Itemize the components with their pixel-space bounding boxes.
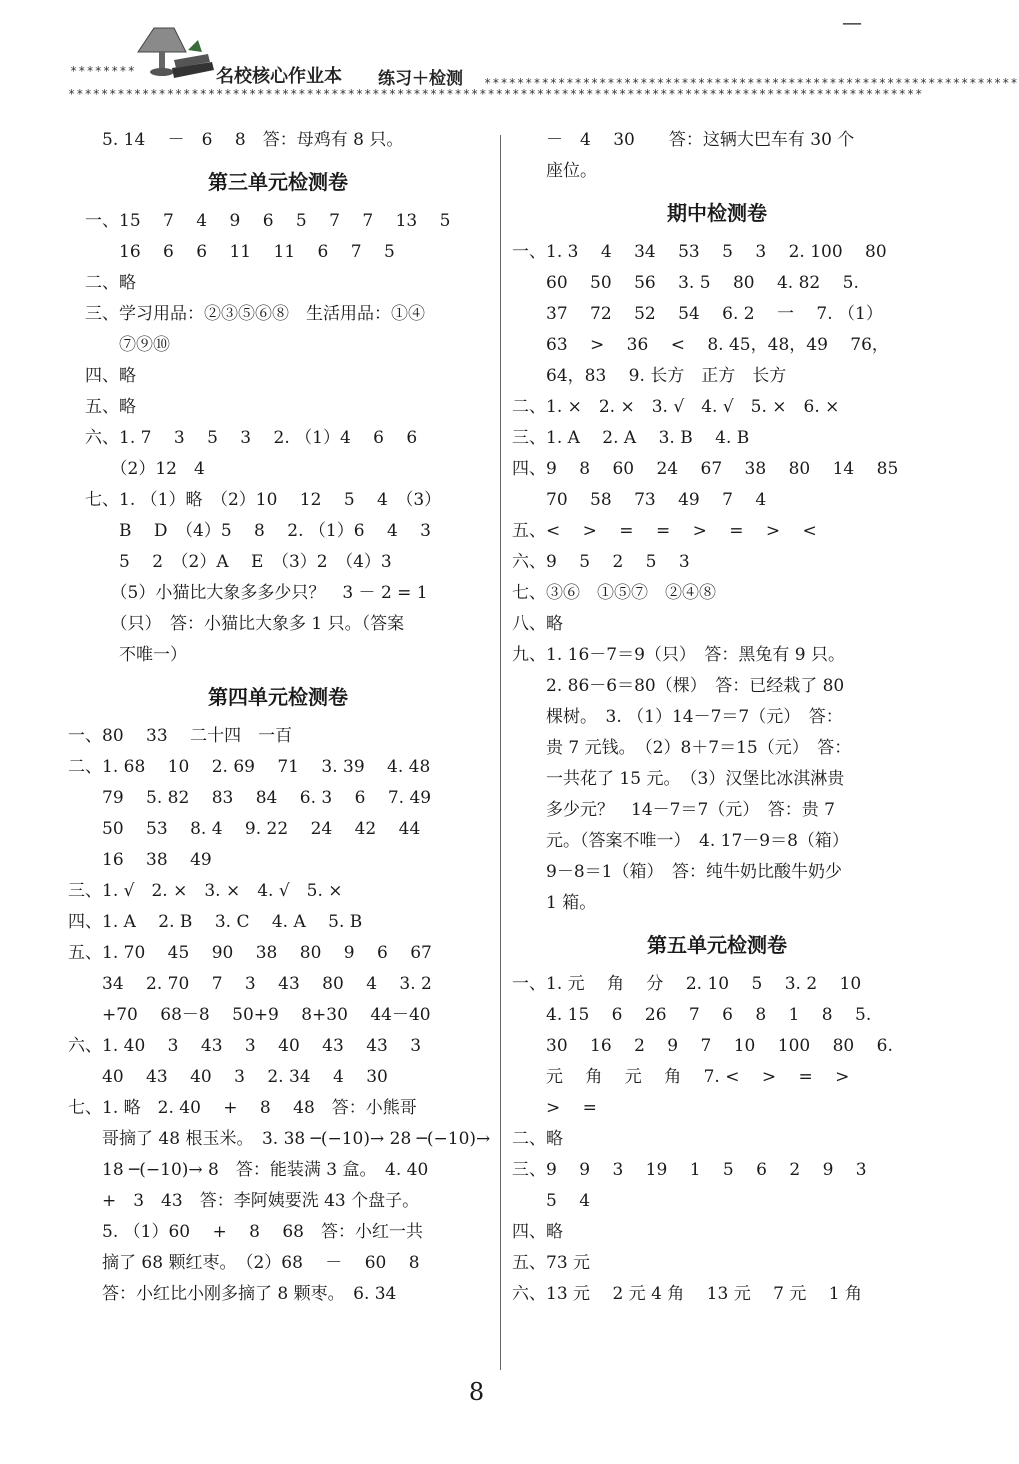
- answer-line: 贵 7 元钱。 （2）8＋7＝15（元） 答：: [512, 738, 852, 758]
- answer-line: 5. （1）60 + 8 68 答：小红一共: [68, 1222, 423, 1242]
- section-title: 第五单元检测卷: [647, 933, 787, 957]
- answer-line: 座位。: [512, 161, 597, 181]
- answer-line: 六、9 5 2 5 3: [512, 552, 690, 572]
- answer-line: 60 50 56 3. 5 80 4. 82 5.: [512, 273, 859, 293]
- answer-line: 五、1. 70 45 90 38 80 9 6 67: [68, 943, 432, 963]
- answer-line: 元 角 元 角 7. < > = >: [512, 1067, 850, 1087]
- answer-line: 八、略: [512, 614, 563, 634]
- answer-line: 五、< > = = > = > <: [512, 521, 817, 541]
- answer-line: 一、80 33 二十四 一百: [68, 726, 293, 746]
- answer-line: 二、略: [68, 273, 136, 293]
- answer-line: 多少元？ 14－7＝7（元） 答：贵 7: [512, 800, 835, 820]
- answer-line: 四、1. A 2. B 3. C 4. A 5. B: [68, 912, 363, 932]
- answer-line: 六、1. 7 3 5 3 2. （1）4 6 6: [68, 428, 418, 448]
- answer-line: +70 68－8 50+9 8+30 44－40: [68, 1005, 431, 1025]
- answer-line: 二、1. 68 10 2. 69 71 3. 39 4. 48: [68, 757, 431, 777]
- answer-line: 一、15 7 4 9 6 5 7 7 13 5: [68, 211, 451, 231]
- answer-line: 16 6 6 11 11 6 7 5: [68, 242, 395, 262]
- answer-line: 三、学习用品：②③⑤⑥⑧ 生活用品：①④: [68, 304, 425, 324]
- section-title: 第三单元检测卷: [208, 170, 348, 194]
- answer-line: （只） 答：小猫比大象多 1 只。（答案: [68, 614, 405, 634]
- section-title: 期中检测卷: [667, 201, 767, 225]
- header-dots-bottom: ********************************************************************************************************: [68, 87, 924, 101]
- answer-line: 79 5. 82 83 84 6. 3 6 7. 49: [68, 788, 432, 808]
- answer-line: > =: [512, 1098, 597, 1118]
- answer-line: 七、1. （1）略 （2）10 12 5 4 （3）: [68, 490, 442, 510]
- answer-line: 摘了 68 颗红枣。 （2）68 － 60 8: [68, 1253, 420, 1273]
- answer-line: 七、③⑥ ①⑤⑦ ②④⑧: [512, 583, 716, 603]
- answer-line: 答：小红比小刚多摘了 8 颗枣。 6. 34: [68, 1284, 397, 1304]
- answer-line: 不唯一）: [68, 645, 187, 665]
- left-column: [68, 125, 491, 1310]
- answer-line: 五、73 元: [512, 1253, 591, 1273]
- answer-line: 六、1. 40 3 43 3 40 43 43 3: [68, 1036, 422, 1056]
- answer-line: 50 53 8. 4 9. 22 24 42 44: [68, 819, 421, 839]
- answer-line: 34 2. 70 7 3 43 80 4 3. 2: [68, 974, 432, 994]
- answer-line: 六、13 元 2 元 4 角 13 元 7 元 1 角: [512, 1284, 862, 1304]
- answer-line: （2）12 4: [68, 459, 205, 479]
- answer-line: － 4 30 答：这辆大巴车有 30 个: [512, 130, 855, 150]
- answer-line: 三、1. √ 2. × 3. × 4. √ 5. ×: [68, 881, 343, 901]
- answer-line: 元。（答案不唯一） 4. 17－9＝8（箱）: [512, 831, 849, 851]
- answer-line: 64，83 9. 长方 正方 长方: [512, 366, 787, 386]
- answer-line: 37 72 52 54 6. 2 一 7. （1）: [512, 304, 883, 324]
- answer-line: 九、1. 16－7＝9（只） 答：黑兔有 9 只。: [512, 645, 846, 665]
- answer-line: 二、略: [512, 1129, 563, 1149]
- answer-line: 五、略: [68, 397, 136, 417]
- answer-line: 1 箱。: [512, 893, 597, 913]
- answer-line: 16 38 49: [68, 850, 212, 870]
- answer-line: ⑦⑨⑩: [68, 335, 170, 355]
- answer-line: 二、1. × 2. × 3. √ 4. √ 5. × 6. ×: [512, 397, 840, 417]
- answer-line: 18 ─(−10)→ 8 答：能装满 3 盒。 4. 40: [68, 1160, 429, 1180]
- header-dots-top: *****************************************************************: [484, 76, 1019, 90]
- answer-line: 四、略: [68, 366, 136, 386]
- answer-line: 一共花了 15 元。 （3）汉堡比冰淇淋贵: [512, 769, 845, 789]
- answer-line: 哥摘了 48 根玉米。 3. 38 ─(−10)→ 28 ─(−10)→: [68, 1129, 491, 1149]
- header-dots-left: ********: [70, 64, 136, 78]
- answer-line: （5）小猫比大象多多少只？ 3 － 2 = 1: [68, 583, 428, 603]
- answer-line: 一、1. 3 4 34 53 5 3 2. 100 80: [512, 242, 887, 262]
- right-column: [512, 125, 922, 1310]
- answer-line: 5 4: [512, 1191, 591, 1211]
- answer-line: 70 58 73 49 7 4: [512, 490, 767, 510]
- answer-line: 棵树。 3. （1）14－7＝7（元） 答：: [512, 707, 843, 727]
- corner-mark: —: [842, 10, 862, 34]
- answer-line: 四、略: [512, 1222, 563, 1242]
- column-divider: [500, 135, 501, 1370]
- answer-line: 七、1. 略 2. 40 + 8 48 答：小熊哥: [68, 1098, 417, 1118]
- answer-line: 5. 14 － 6 8 答：母鸡有 8 只。: [68, 130, 404, 150]
- answer-line: 三、9 9 3 19 1 5 6 2 9 3: [512, 1160, 867, 1180]
- answer-line: 9－8＝1（箱） 答：纯牛奶比酸牛奶少: [512, 862, 842, 882]
- answer-line: 2. 86－6＝80（棵） 答：已经栽了 80: [512, 676, 845, 696]
- answer-line: 40 43 40 3 2. 34 4 30: [68, 1067, 388, 1087]
- answer-line: 63 > 36 < 8. 45，48，49 76，: [512, 335, 889, 355]
- lamp-books-icon: [128, 22, 218, 84]
- answer-line: + 3 43 答：李阿姨要洗 43 个盘子。: [68, 1191, 420, 1211]
- section-title: 第四单元检测卷: [208, 685, 348, 709]
- answer-line: 30 16 2 9 7 10 100 80 6.: [512, 1036, 893, 1056]
- answer-line: 四、9 8 60 24 67 38 80 14 85: [512, 459, 899, 479]
- page-number: 8: [468, 1378, 485, 1406]
- answer-line: 4. 15 6 26 7 6 8 1 8 5.: [512, 1005, 872, 1025]
- answer-line: 三、1. A 2. A 3. B 4. B: [512, 428, 750, 448]
- answer-line: B D （4）5 8 2. （1）6 4 3: [68, 521, 431, 541]
- page-header: [0, 0, 1019, 110]
- series-title: 练习＋检测: [378, 69, 463, 89]
- answer-line: 5 2 （2）A E （3）2 （4）3: [68, 552, 392, 572]
- brand-title: 名校核心作业本: [216, 66, 342, 87]
- answer-line: 一、1. 元 角 分 2. 10 5 3. 2 10: [512, 974, 862, 994]
